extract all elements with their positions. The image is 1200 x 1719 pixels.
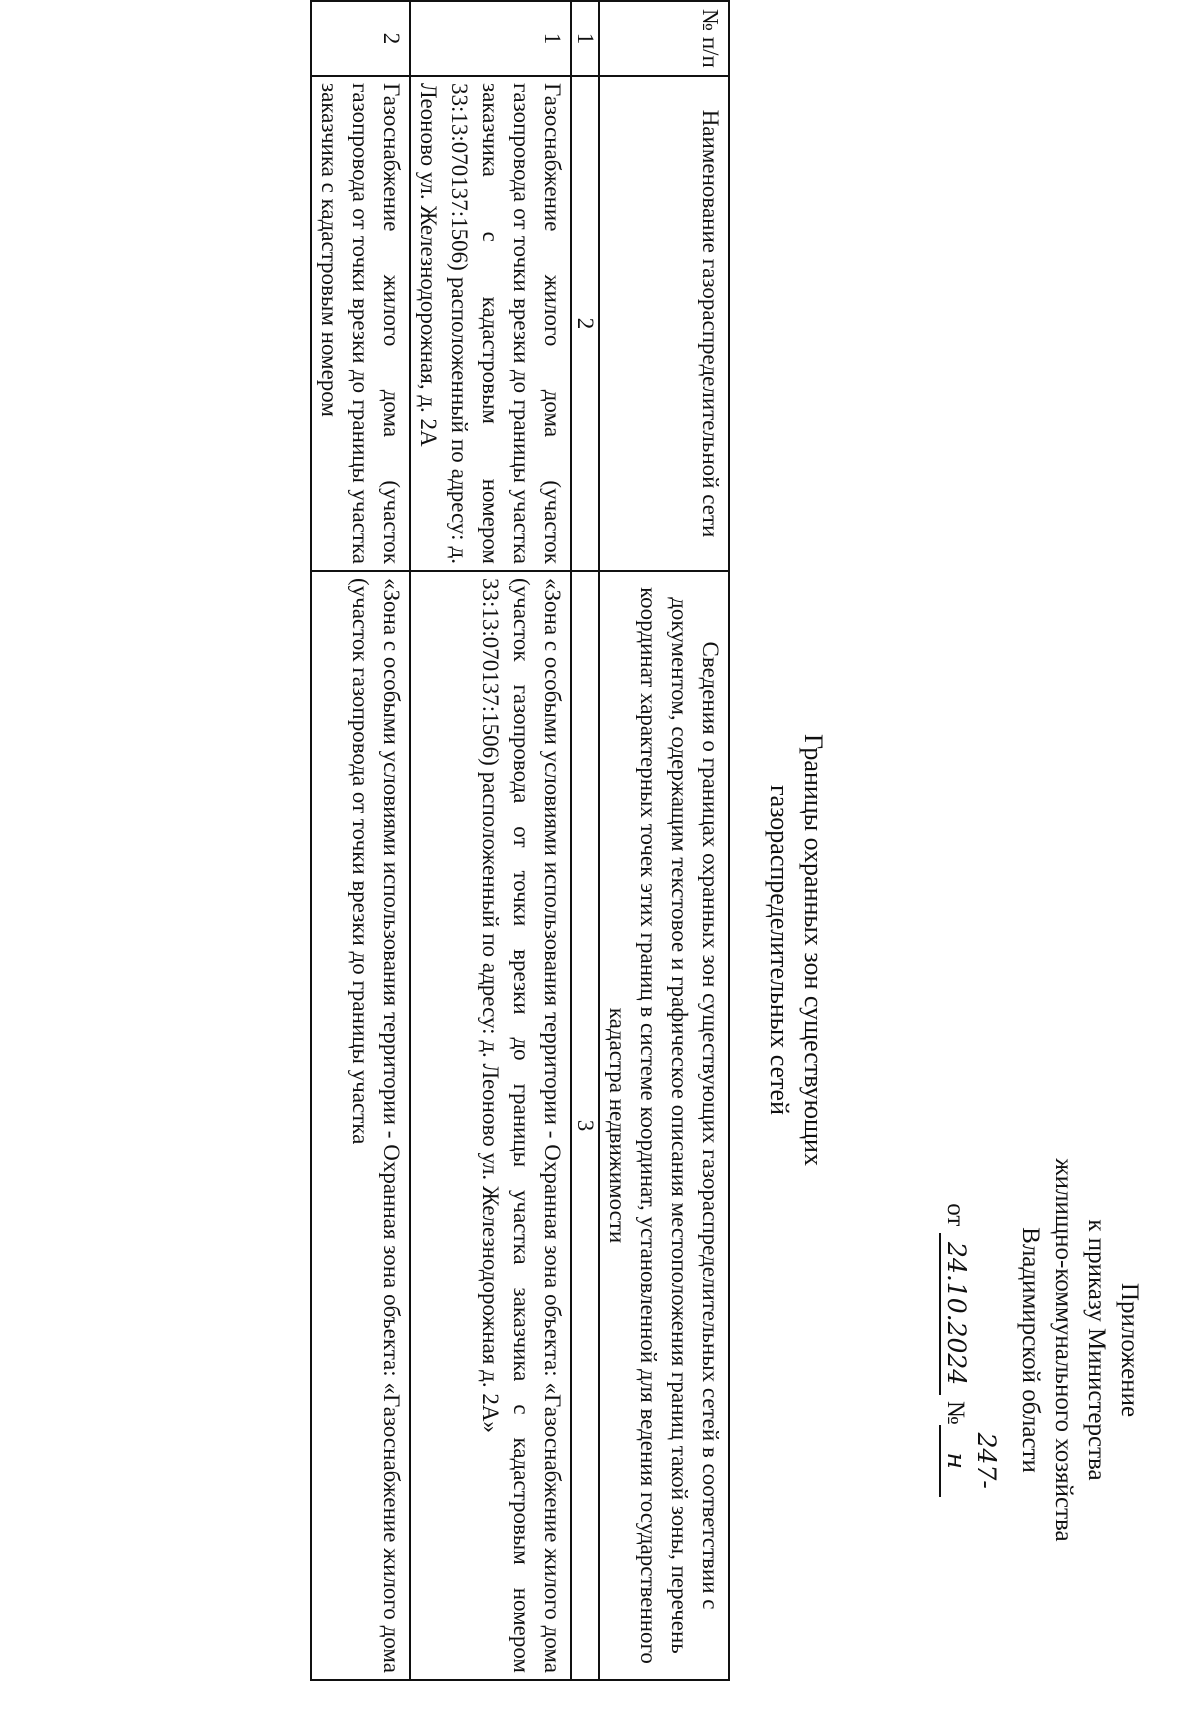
title-line: Границы охранных зон существующих [799,734,828,1166]
table-header-row [599,1,729,1680]
row-zone-info: «Зона с особыми условиями использования территории - Охранная зона объекта: «Газоснабжение жилого дома (участок газопровода от точки врезки до границы участка [311,571,410,1680]
column-number-row [571,1,599,1680]
appendix-line: Владимирской области [1017,1227,1044,1473]
document-title [762,640,830,1260]
zones-table [310,0,730,1681]
row-zone-info: «Зона с особыми условиями использования территории - Охранная зона объекта: «Газоснабжение жилого дома (участок газопровода от точки врезки до границы участка заказчика с кадастровым номером 33:13:070137:1506) расположенный по адресу: д. Леоново ул. Железнодорожная д. 2А» [410,571,571,1680]
header-network-name: Наименование газораспределительной сети [599,76,729,571]
column-number: 3 [571,571,599,1680]
row-number: 2 [311,1,410,76]
column-number: 2 [571,76,599,571]
order-number-handwritten: 247-н [939,1425,1001,1497]
date-prefix: от [942,1203,969,1227]
appendix-block [939,1070,1146,1630]
row-network-name: Газоснабжение жилого дома (участок газопровода от точки врезки до границы участка заказчика с кадастровым номером 33:13:070137:1506) расположенный по адресу: д. Леоново ул. Железнодорожная, д. 2А [410,76,571,571]
number-prefix: № [942,1400,969,1425]
title-line: газораспределительных сетей [765,784,794,1115]
appendix-line: Приложение [1116,1282,1143,1418]
header-zone-info: Сведения о границах охранных зон существующих газораспределительных сетей в соответствии с документом, содержащим текстовое и графическое описания местоположения границ такой зоны, перечень координат характерных точек этих границ в системе координат, установленной для ведения государственного кадастра недвижимости [599,571,729,1680]
appendix-line: к приказу Министерства [1083,1219,1110,1481]
order-date-handwritten: 24.10.2024 [939,1233,971,1395]
row-network-name: Газоснабжение жилого дома (участок газопровода от точки врезки до границы участка заказчика с кадастровым номером [311,76,410,571]
appendix-line: жилищно-коммунального хозяйства [1050,1158,1077,1542]
row-number: 1 [410,1,571,76]
column-number: 1 [571,1,599,76]
order-date-line [939,1070,1001,1630]
table-row [311,1,410,1680]
header-number: № п/п [599,1,729,76]
table-row [410,1,571,1680]
